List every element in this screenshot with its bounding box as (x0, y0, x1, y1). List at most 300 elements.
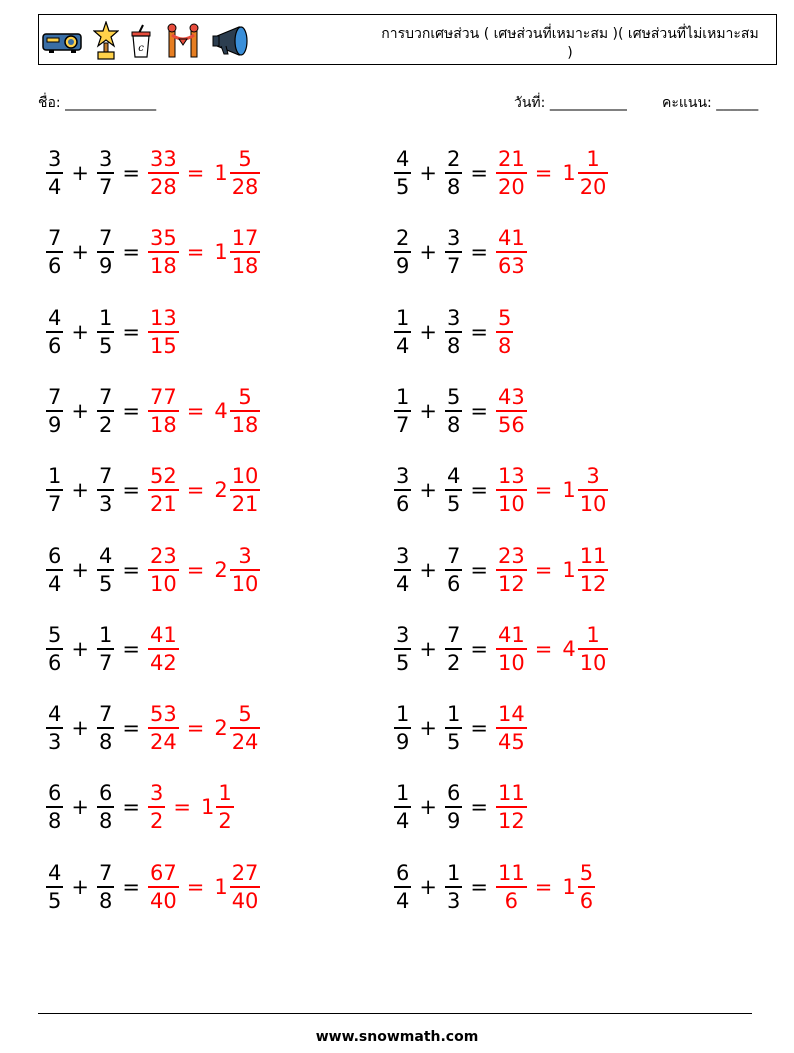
addend-fraction-1 (46, 384, 63, 438)
answer-improper-fraction (496, 225, 527, 279)
equals-sign: = (470, 319, 488, 344)
addend-fraction-2-denominator: 8 (98, 888, 113, 913)
addend-fraction-2-denominator: 9 (446, 809, 461, 834)
plus-sign: + (419, 874, 437, 899)
answer-mixed-fraction-denominator: 18 (231, 254, 259, 279)
addend-fraction-2 (97, 860, 114, 914)
problem-row (44, 698, 262, 758)
answer-improper-fraction (496, 463, 527, 517)
answer-improper-fraction-denominator: 2 (149, 809, 164, 834)
addend-fraction-2 (445, 860, 462, 914)
addend-fraction-2-denominator: 8 (98, 730, 113, 755)
answer-whole-number: 1 (214, 240, 228, 265)
answer-mixed-fraction-numerator: 1 (586, 622, 600, 647)
addend-fraction-2-numerator: 7 (446, 622, 461, 647)
addend-fraction-2 (97, 463, 114, 517)
answer-improper-fraction (148, 305, 179, 359)
answer-improper-fraction-denominator: 12 (497, 571, 525, 596)
answer-improper-fraction (148, 146, 179, 200)
addend-fraction-2-numerator: 4 (446, 464, 461, 489)
addend-fraction-2-numerator: 6 (98, 781, 113, 806)
answer-improper-fraction (496, 384, 527, 438)
answer-improper-fraction-denominator: 18 (149, 412, 177, 437)
addend-fraction-1-denominator: 9 (48, 412, 62, 437)
answer-mixed-fraction-numerator: 17 (231, 226, 259, 251)
addend-fraction-1-numerator: 4 (48, 860, 62, 885)
answer-improper-fraction (148, 860, 179, 914)
equals-sign: = (122, 557, 140, 582)
answer-whole-number: 1 (214, 874, 228, 899)
addend-fraction-2 (97, 701, 114, 755)
answer-improper-fraction-numerator: 67 (149, 860, 177, 885)
addend-fraction-1-numerator: 4 (396, 147, 410, 171)
answer-whole-number: 4 (214, 398, 228, 423)
addend-fraction-1 (46, 463, 63, 517)
equals-sign: = (122, 319, 140, 344)
plus-sign: + (419, 398, 437, 423)
answer-improper-fraction-numerator: 77 (149, 384, 177, 409)
answer-improper-fraction-denominator: 10 (497, 492, 525, 517)
plus-sign: + (71, 161, 89, 185)
answer-whole-number: 2 (214, 478, 228, 503)
answer-improper-fraction-denominator: 15 (149, 333, 177, 358)
answer-improper-fraction-numerator: 5 (497, 305, 512, 330)
answer-whole-number: 4 (562, 636, 576, 661)
addend-fraction-2-denominator: 8 (98, 809, 113, 834)
addend-fraction-1-denominator: 3 (48, 730, 62, 755)
addend-fraction-2-numerator: 5 (446, 384, 461, 409)
plus-sign: + (419, 636, 437, 661)
equals-sign-answer: = (534, 557, 553, 582)
addend-fraction-2-numerator: 7 (98, 860, 113, 885)
addend-fraction-1-denominator: 4 (396, 333, 410, 358)
answer-mixed-fraction-numerator: 3 (238, 543, 252, 568)
plus-sign: + (419, 240, 437, 265)
trophy-icon (93, 21, 119, 61)
addend-fraction-1-numerator: 7 (48, 384, 62, 409)
plus-sign: + (71, 557, 89, 582)
answer-mixed-fraction-numerator: 1 (586, 147, 600, 171)
addend-fraction-1 (394, 384, 411, 438)
equals-sign: = (470, 478, 488, 503)
answer-improper-fraction-numerator: 23 (497, 543, 525, 568)
equals-sign: = (470, 398, 488, 423)
addend-fraction-1-denominator: 6 (48, 333, 62, 358)
answer-mixed-fraction-denominator: 2 (218, 809, 232, 834)
equals-sign: = (122, 161, 140, 185)
answer-mixed-fraction-denominator: 40 (231, 888, 259, 913)
answer-improper-fraction-denominator: 20 (497, 175, 525, 199)
answer-improper-fraction (148, 622, 179, 676)
addend-fraction-2-numerator: 3 (446, 305, 461, 330)
answer-mixed-fraction-numerator: 3 (586, 464, 600, 489)
ribbon-cutting-icon (163, 23, 203, 59)
footer-url: www.snowmath.com (315, 1029, 479, 1045)
addend-fraction-1-denominator: 4 (48, 175, 62, 199)
answer-mixed-fraction-numerator: 5 (579, 860, 594, 885)
equals-sign: = (122, 478, 140, 503)
answer-improper-fraction-denominator: 21 (149, 492, 177, 517)
answer-whole-number: 1 (562, 478, 576, 503)
plus-sign: + (71, 636, 89, 661)
addend-fraction-2 (97, 780, 114, 834)
problem-row (392, 777, 529, 837)
addend-fraction-1-numerator: 1 (396, 305, 410, 330)
answer-improper-fraction (148, 543, 179, 597)
addend-fraction-2 (97, 384, 114, 438)
addend-fraction-1-denominator: 6 (396, 492, 410, 517)
equals-sign-answer: = (186, 557, 205, 582)
answer-improper-fraction-numerator: 3 (149, 781, 164, 806)
worksheet-title: การบวกเศษส่วน ( เศษส่วนที่เหมาะสม )( เศษส่วนที่ไม่เหมาะสม ) (381, 26, 759, 61)
addend-fraction-1-numerator: 5 (48, 622, 62, 647)
equals-sign: = (470, 161, 488, 185)
plus-sign: + (71, 319, 89, 344)
answer-whole-number: 2 (214, 557, 228, 582)
addend-fraction-2-denominator: 6 (446, 571, 461, 596)
answer-improper-fraction-denominator: 40 (149, 888, 177, 913)
addend-fraction-1 (394, 463, 411, 517)
answer-improper-fraction (148, 384, 179, 438)
plus-sign: + (419, 319, 437, 344)
problem-row (44, 302, 181, 362)
plus-sign: + (71, 478, 89, 503)
answer-mixed-fraction-numerator: 5 (238, 384, 252, 409)
addend-fraction-1-numerator: 2 (396, 226, 410, 251)
name-field: ชื่อ: _____________ (38, 95, 157, 111)
answer-mixed-fraction (230, 701, 261, 755)
problem-row (44, 222, 262, 282)
score-field: คะแนน: ______ (662, 95, 759, 111)
answer-improper-fraction-denominator: 8 (497, 333, 512, 358)
equals-sign-answer: = (186, 398, 205, 423)
addend-fraction-1 (394, 622, 411, 676)
answer-improper-fraction (148, 225, 179, 279)
equals-sign-answer: = (186, 161, 205, 185)
plus-sign: + (419, 557, 437, 582)
equals-sign: = (470, 716, 488, 741)
addend-fraction-2-numerator: 6 (446, 781, 461, 806)
addend-fraction-1-numerator: 4 (48, 702, 62, 727)
problem-row (392, 698, 529, 758)
answer-whole-number: 2 (214, 716, 228, 741)
addend-fraction-2-numerator: 2 (446, 147, 461, 171)
answer-mixed-fraction-denominator: 28 (231, 175, 259, 199)
addend-fraction-2 (445, 463, 462, 517)
answer-mixed-fraction (578, 860, 595, 914)
addend-fraction-1-numerator: 6 (48, 543, 62, 568)
answer-improper-fraction (496, 543, 527, 597)
equals-sign: = (470, 557, 488, 582)
addend-fraction-1 (394, 860, 411, 914)
addend-fraction-2-denominator: 2 (446, 650, 461, 675)
answer-mixed-fraction-denominator: 10 (231, 571, 259, 596)
answer-mixed-fraction-numerator: 27 (231, 860, 259, 885)
addend-fraction-2 (445, 305, 462, 359)
plus-sign: + (71, 874, 89, 899)
addend-fraction-2 (445, 701, 462, 755)
problem-row (392, 619, 610, 679)
addend-fraction-1 (46, 543, 63, 597)
answer-improper-fraction (148, 463, 179, 517)
addend-fraction-2 (445, 543, 462, 597)
addend-fraction-1-denominator: 6 (48, 650, 62, 675)
equals-sign-answer: = (534, 636, 553, 661)
answer-improper-fraction (496, 701, 527, 755)
answer-improper-fraction (496, 622, 527, 676)
answer-improper-fraction (148, 780, 165, 834)
megaphone-icon (211, 24, 253, 58)
addend-fraction-2 (445, 384, 462, 438)
addend-fraction-2 (97, 622, 114, 676)
answer-mixed-fraction-numerator: 5 (238, 702, 252, 727)
addend-fraction-1 (46, 305, 63, 359)
answer-mixed-fraction (216, 780, 233, 834)
addend-fraction-1-numerator: 3 (396, 464, 410, 489)
worksheet-header (38, 14, 777, 65)
addend-fraction-1-denominator: 5 (396, 175, 410, 199)
answer-whole-number: 1 (562, 557, 576, 582)
addend-fraction-1-numerator: 1 (48, 464, 62, 489)
addend-fraction-2-denominator: 5 (446, 730, 461, 755)
problem-row (44, 777, 236, 837)
addend-fraction-2-numerator: 7 (98, 464, 113, 489)
answer-improper-fraction-numerator: 41 (149, 622, 177, 647)
addend-fraction-1-denominator: 4 (396, 809, 410, 834)
problem-row (44, 143, 262, 203)
equals-sign: = (122, 795, 140, 820)
svg-text:c: c (138, 43, 144, 54)
addend-fraction-1-numerator: 7 (48, 226, 62, 251)
answer-mixed-fraction (230, 384, 261, 438)
problem-row (392, 222, 529, 282)
addend-fraction-2-denominator: 7 (446, 254, 461, 279)
problem-row (392, 143, 610, 203)
plus-sign: + (71, 240, 89, 265)
answer-mixed-fraction (578, 543, 609, 597)
answer-improper-fraction-denominator: 28 (149, 175, 177, 199)
equals-sign-answer: = (534, 161, 553, 185)
answer-improper-fraction-numerator: 52 (149, 464, 177, 489)
answer-improper-fraction-numerator: 13 (149, 305, 177, 330)
answer-whole-number: 1 (562, 874, 576, 899)
plus-sign: + (71, 716, 89, 741)
answer-mixed-fraction-numerator: 11 (579, 543, 607, 568)
addend-fraction-1 (46, 225, 63, 279)
answer-whole-number: 1 (214, 161, 228, 185)
answer-improper-fraction-denominator: 12 (497, 809, 525, 834)
addend-fraction-1-denominator: 4 (396, 888, 410, 913)
answer-improper-fraction-denominator: 24 (149, 730, 177, 755)
answer-improper-fraction-denominator: 42 (149, 650, 177, 675)
addend-fraction-2-denominator: 8 (446, 175, 461, 199)
addend-fraction-2-denominator: 8 (446, 412, 461, 437)
addend-fraction-1-denominator: 4 (396, 571, 410, 596)
plus-sign: + (419, 478, 437, 503)
answer-improper-fraction-numerator: 53 (149, 702, 177, 727)
answer-improper-fraction-numerator: 43 (497, 384, 525, 409)
equals-sign-answer: = (186, 478, 205, 503)
equals-sign: = (122, 874, 140, 899)
addend-fraction-2-denominator: 9 (98, 254, 113, 279)
addend-fraction-1 (394, 305, 411, 359)
answer-improper-fraction (496, 860, 527, 914)
addend-fraction-1-denominator: 9 (396, 254, 410, 279)
answer-improper-fraction-numerator: 21 (497, 147, 525, 171)
drink-cup-icon (127, 23, 155, 59)
equals-sign: = (122, 636, 140, 661)
equals-sign-answer: = (173, 795, 191, 820)
addend-fraction-2-numerator: 4 (98, 543, 113, 568)
answer-mixed-fraction (230, 543, 261, 597)
answer-mixed-fraction-numerator: 5 (238, 147, 252, 171)
problem-row (392, 381, 529, 441)
projector-icon (41, 26, 85, 56)
footer-divider (38, 1013, 752, 1014)
addend-fraction-2 (445, 146, 462, 200)
addend-fraction-2-denominator: 3 (98, 492, 113, 517)
problem-row (44, 540, 262, 600)
answer-mixed-fraction (230, 463, 261, 517)
answer-mixed-fraction-numerator: 1 (218, 781, 232, 806)
answer-improper-fraction-denominator: 45 (497, 730, 525, 755)
equals-sign: = (122, 240, 140, 265)
addend-fraction-1-numerator: 3 (48, 147, 62, 171)
addend-fraction-2 (445, 622, 462, 676)
answer-whole-number: 1 (200, 795, 215, 820)
answer-mixed-fraction (578, 622, 609, 676)
problem-row (44, 857, 262, 917)
answer-mixed-fraction (578, 463, 609, 517)
addend-fraction-2-numerator: 1 (98, 622, 113, 647)
addend-fraction-1-denominator: 5 (396, 650, 410, 675)
equals-sign: = (122, 398, 140, 423)
addend-fraction-1-numerator: 3 (396, 543, 410, 568)
answer-improper-fraction (496, 305, 513, 359)
problem-row (44, 619, 181, 679)
answer-mixed-fraction-denominator: 21 (231, 492, 259, 517)
addend-fraction-1-denominator: 6 (48, 254, 62, 279)
problem-row (392, 857, 597, 917)
answer-improper-fraction-numerator: 11 (497, 860, 525, 885)
problem-row (44, 381, 262, 441)
equals-sign: = (470, 795, 488, 820)
answer-improper-fraction-numerator: 33 (149, 147, 177, 171)
addend-fraction-2 (97, 225, 114, 279)
answer-mixed-fraction-denominator: 18 (231, 412, 259, 437)
addend-fraction-2-numerator: 1 (446, 860, 461, 885)
plus-sign: + (419, 795, 437, 820)
answer-improper-fraction-numerator: 14 (497, 702, 525, 727)
addend-fraction-1-numerator: 3 (396, 622, 410, 647)
addend-fraction-1-denominator: 5 (48, 888, 62, 913)
addend-fraction-2-numerator: 7 (446, 543, 461, 568)
addend-fraction-1 (394, 701, 411, 755)
addend-fraction-2-denominator: 5 (446, 492, 461, 517)
equals-sign-answer: = (534, 874, 553, 899)
addend-fraction-1-denominator: 8 (48, 809, 62, 834)
addend-fraction-2-denominator: 5 (98, 571, 113, 596)
equals-sign: = (470, 240, 488, 265)
addend-fraction-1-numerator: 4 (48, 305, 62, 330)
answer-improper-fraction-denominator: 18 (149, 254, 177, 279)
plus-sign: + (419, 716, 437, 741)
answer-improper-fraction (496, 146, 527, 200)
plus-sign: + (419, 161, 437, 185)
addend-fraction-1-numerator: 1 (396, 384, 410, 409)
addend-fraction-1-denominator: 7 (48, 492, 62, 517)
equals-sign-answer: = (186, 874, 205, 899)
addend-fraction-2-numerator: 1 (98, 305, 113, 330)
addend-fraction-1-denominator: 7 (396, 412, 410, 437)
answer-improper-fraction-numerator: 13 (497, 464, 525, 489)
equals-sign: = (470, 874, 488, 899)
answer-mixed-fraction (230, 225, 261, 279)
addend-fraction-2-numerator: 7 (98, 384, 113, 409)
answer-mixed-fraction-denominator: 6 (579, 888, 594, 913)
answer-improper-fraction-numerator: 35 (149, 226, 177, 251)
equals-sign: = (122, 716, 140, 741)
problem-row (392, 540, 610, 600)
addend-fraction-1-numerator: 1 (396, 702, 410, 727)
answer-improper-fraction-numerator: 23 (149, 543, 177, 568)
addend-fraction-1 (46, 860, 63, 914)
answer-mixed-fraction (230, 146, 261, 200)
addend-fraction-1 (46, 701, 63, 755)
answer-improper-fraction-numerator: 11 (497, 781, 525, 806)
answer-mixed-fraction-denominator: 10 (579, 492, 607, 517)
answer-mixed-fraction-denominator: 12 (579, 571, 607, 596)
answer-improper-fraction-denominator: 10 (149, 571, 177, 596)
addend-fraction-2-numerator: 3 (98, 147, 113, 171)
answer-mixed-fraction-numerator: 10 (231, 464, 259, 489)
addend-fraction-1-denominator: 4 (48, 571, 62, 596)
addend-fraction-1-numerator: 6 (396, 860, 410, 885)
addend-fraction-2-numerator: 7 (98, 226, 113, 251)
addend-fraction-1 (394, 543, 411, 597)
addend-fraction-2-numerator: 1 (446, 702, 461, 727)
addend-fraction-2 (445, 225, 462, 279)
answer-improper-fraction (496, 780, 527, 834)
addend-fraction-2-numerator: 7 (98, 702, 113, 727)
answer-mixed-fraction-denominator: 24 (231, 730, 259, 755)
equals-sign: = (470, 636, 488, 661)
answer-improper-fraction-denominator: 63 (497, 254, 525, 279)
answer-improper-fraction-denominator: 10 (497, 650, 525, 675)
addend-fraction-1-denominator: 9 (396, 730, 410, 755)
addend-fraction-2-denominator: 8 (446, 333, 461, 358)
header-icons (41, 21, 253, 61)
date-field: วันที่: ___________ (514, 95, 627, 111)
addend-fraction-2-numerator: 3 (446, 226, 461, 251)
answer-improper-fraction (148, 701, 179, 755)
problem-row (44, 460, 262, 520)
plus-sign: + (71, 795, 89, 820)
answer-improper-fraction-numerator: 41 (497, 622, 525, 647)
addend-fraction-1 (46, 622, 63, 676)
answer-mixed-fraction (578, 146, 609, 200)
addend-fraction-1 (394, 780, 411, 834)
addend-fraction-1-numerator: 6 (48, 781, 62, 806)
answer-mixed-fraction-denominator: 20 (579, 175, 607, 199)
addend-fraction-2-denominator: 7 (98, 175, 113, 199)
answer-improper-fraction-denominator: 6 (504, 888, 519, 913)
addend-fraction-2-denominator: 5 (98, 333, 113, 358)
addend-fraction-1 (394, 225, 411, 279)
addend-fraction-2 (97, 543, 114, 597)
addend-fraction-2-denominator: 2 (98, 412, 113, 437)
answer-whole-number: 1 (562, 161, 576, 185)
